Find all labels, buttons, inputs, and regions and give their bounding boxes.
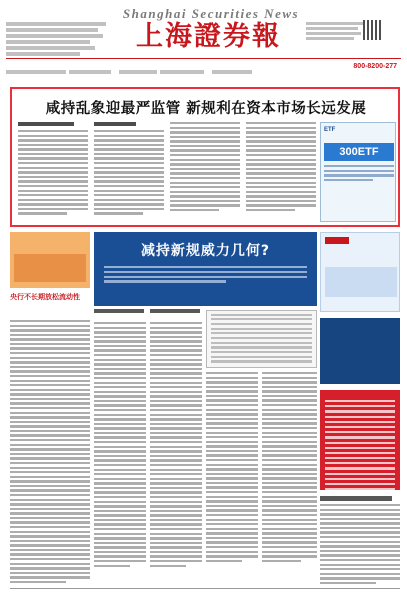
side-headline[interactable]: 央行不长期放松流动性: [10, 293, 80, 301]
lead-headline[interactable]: 咸持乱象迎最严监管 新规利在资本市场长远发展: [45, 101, 367, 117]
page-footer: [10, 588, 400, 593]
lead-story: [10, 87, 400, 227]
center-column: [94, 322, 146, 587]
left-column: [10, 232, 90, 587]
bank-logo-icon: [325, 237, 349, 244]
lead-column: [246, 122, 316, 222]
lead-advertisement[interactable]: [320, 122, 396, 222]
ad-logo-icon: ETF: [324, 127, 336, 133]
center-banner: [94, 232, 317, 306]
paper-english-name: Shanghai Securities News: [122, 6, 300, 21]
ad-graphic: [14, 254, 86, 282]
ad-banner: 300ETF: [324, 143, 394, 161]
paper-chinese-name: 上海證券報: [136, 21, 281, 52]
masthead-info-bar: [6, 58, 401, 72]
side-story-text: [10, 320, 90, 586]
right-advertisement-middle[interactable]: [320, 318, 400, 384]
center-column: [150, 322, 202, 587]
lead-column: [18, 122, 88, 222]
center-column: [206, 372, 258, 587]
masthead: [6, 4, 401, 84]
center-section: [94, 232, 317, 587]
hotline-number: 800-8200-277: [353, 63, 397, 70]
center-columns: [94, 322, 317, 587]
right-story: [320, 496, 400, 586]
lead-column: [170, 122, 240, 222]
ad-subtext: [324, 165, 394, 183]
center-headline[interactable]: 减持新规威力几何?: [140, 243, 271, 259]
left-advertisement[interactable]: [10, 232, 90, 288]
qr-code-icon: [363, 20, 383, 40]
lead-story-body: [18, 122, 318, 222]
masthead-right-info: [306, 22, 401, 42]
right-advertisement-top[interactable]: [320, 232, 400, 312]
right-column: [320, 232, 400, 587]
right-advertisement-bottom[interactable]: [320, 390, 400, 490]
center-banner-text: [104, 266, 307, 285]
lead-column: [94, 122, 164, 222]
center-column: [262, 372, 317, 587]
ad-graphic: [325, 267, 397, 297]
masthead-left-info: [6, 22, 111, 58]
